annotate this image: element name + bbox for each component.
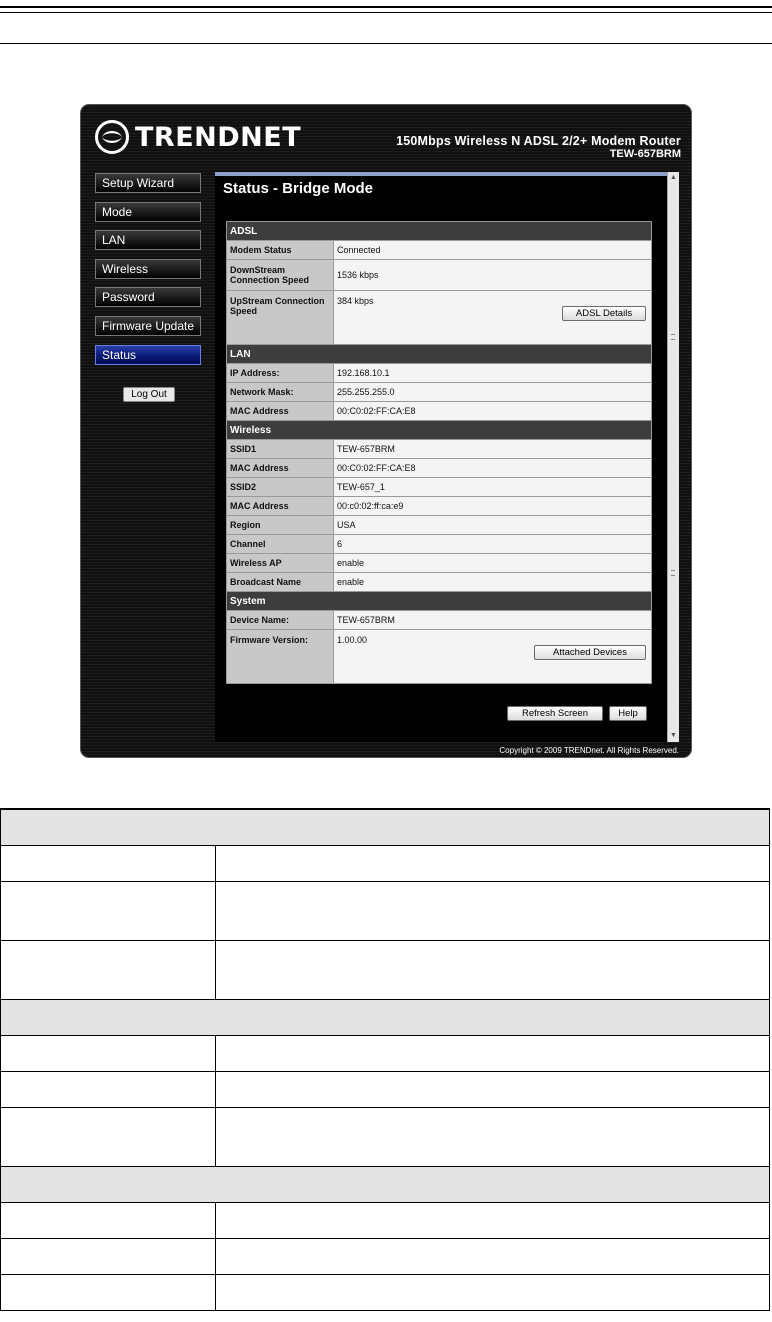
channel-value: 6: [334, 535, 652, 554]
broadcast-name-label: Broadcast Name: [227, 573, 334, 592]
content-panel: [215, 172, 667, 742]
section-title: System: [227, 592, 652, 611]
scroll-up-arrow-icon[interactable]: ▲: [670, 174, 677, 181]
table-cell: [216, 941, 770, 1000]
table-row: [1, 1167, 770, 1203]
upstream-cell: [334, 291, 652, 345]
table-row: [227, 440, 652, 459]
sidebar-item-firmware-update[interactable]: Firmware Update: [95, 316, 201, 336]
action-buttons: [507, 706, 647, 721]
section-title: ADSL: [227, 222, 652, 241]
lan-mac-value: 00:C0:02:FF:CA:E8: [334, 402, 652, 421]
product-info: [396, 134, 681, 160]
firmware-version-label: Firmware Version:: [227, 630, 334, 684]
page-title: Status - Bridge Mode: [223, 180, 374, 197]
header: [81, 105, 692, 171]
table-cell: [216, 1239, 770, 1275]
table-row: [227, 459, 652, 478]
table-row: [227, 573, 652, 592]
modem-status-value: Connected: [334, 241, 652, 260]
wireless-ap-label: Wireless AP: [227, 554, 334, 573]
ssid2-label: SSID2: [227, 478, 334, 497]
channel-label: Channel: [227, 535, 334, 554]
table-cell: [216, 1275, 770, 1311]
table-row: [227, 478, 652, 497]
sidebar-item-mode[interactable]: Mode: [95, 202, 201, 222]
table-cell: [1, 1036, 216, 1072]
adsl-details-button[interactable]: ADSL Details: [562, 306, 646, 321]
table-cell: [216, 1036, 770, 1072]
table-row: [1, 1072, 770, 1108]
section-rule: [0, 43, 772, 44]
table-cell: [1, 1275, 216, 1311]
table-row: [1, 1239, 770, 1275]
ssid1-label: SSID1: [227, 440, 334, 459]
table-row: [227, 241, 652, 260]
table-row: [1, 1036, 770, 1072]
logout-button[interactable]: Log Out: [123, 387, 175, 402]
table-cell: [1, 1203, 216, 1239]
upstream-value: 384 kbps: [337, 296, 374, 306]
network-mask-value: 255.255.255.0: [334, 383, 652, 402]
upstream-label: UpStream Connection Speed: [227, 291, 334, 345]
ssid1-value: TEW-657BRM: [334, 440, 652, 459]
attached-devices-button[interactable]: Attached Devices: [534, 645, 646, 660]
table-cell: [216, 1072, 770, 1108]
wireless-mac2-value: 00:c0:02:ff:ca:e9: [334, 497, 652, 516]
table-row: [227, 260, 652, 291]
help-button[interactable]: Help: [609, 706, 647, 721]
ip-address-value: 192.168.10.1: [334, 364, 652, 383]
firmware-version-value: 1.00.00: [337, 635, 368, 645]
scroll-grip-icon: [671, 334, 675, 340]
table-cell: [1, 941, 216, 1000]
table-row: [1, 941, 770, 1000]
table-cell: [1, 846, 216, 882]
sidebar-item-password[interactable]: Password: [95, 287, 201, 307]
table-cell: [1, 1000, 770, 1036]
copyright: Copyright © 2009 TRENDnet. All Rights Reserved.: [499, 746, 679, 755]
table-cell: [216, 882, 770, 941]
table-cell: [1, 882, 216, 941]
table-cell: [1, 1167, 770, 1203]
refresh-screen-button[interactable]: Refresh Screen: [507, 706, 603, 721]
table-row: [227, 402, 652, 421]
table-row: [227, 611, 652, 630]
table-row: [1, 809, 770, 846]
broadcast-name-value: enable: [334, 573, 652, 592]
wireless-mac2-label: MAC Address: [227, 497, 334, 516]
trendnet-logo-icon: [95, 120, 129, 154]
table-cell: [216, 1108, 770, 1167]
table-cell: [216, 846, 770, 882]
table-row: [227, 291, 652, 345]
table-row: [227, 383, 652, 402]
section-title: Wireless: [227, 421, 652, 440]
section-header-system: [227, 592, 652, 611]
network-mask-label: Network Mask:: [227, 383, 334, 402]
downstream-label: DownStream Connection Speed: [227, 260, 334, 291]
scroll-grip-icon: [671, 570, 675, 576]
description-table: [0, 808, 770, 1311]
section-header-lan: [227, 345, 652, 364]
device-name-value: TEW-657BRM: [334, 611, 652, 630]
wireless-mac1-value: 00:C0:02:FF:CA:E8: [334, 459, 652, 478]
table-cell: [1, 1072, 216, 1108]
table-row: [227, 364, 652, 383]
region-value: USA: [334, 516, 652, 535]
product-model: TEW-657BRM: [609, 148, 681, 160]
table-cell: [1, 1239, 216, 1275]
table-row: [1, 846, 770, 882]
ip-address-label: IP Address:: [227, 364, 334, 383]
section-title: LAN: [227, 345, 652, 364]
product-name: 150Mbps Wireless N ADSL 2/2+ Modem Router: [396, 134, 681, 148]
logo-text: TRENDNET: [135, 121, 302, 153]
table-row: [1, 882, 770, 941]
downstream-value: 1536 kbps: [334, 260, 652, 291]
firmware-cell: [334, 630, 652, 684]
table-row: [1, 1000, 770, 1036]
sidebar-item-status[interactable]: Status: [95, 345, 201, 365]
table-cell: [216, 1203, 770, 1239]
section-header-adsl: [227, 222, 652, 241]
table-row: [1, 1203, 770, 1239]
status-table: [226, 221, 652, 684]
table-row: [227, 554, 652, 573]
table-row: [227, 535, 652, 554]
modem-status-label: Modem Status: [227, 241, 334, 260]
sidebar-item-wireless[interactable]: Wireless: [95, 259, 201, 279]
router-window: [80, 104, 692, 758]
trendnet-logo: [95, 119, 301, 155]
table-row: [1, 1108, 770, 1167]
sidebar-item-lan[interactable]: LAN: [95, 230, 201, 250]
sidebar-item-setup-wizard[interactable]: Setup Wizard: [95, 173, 201, 193]
table-row: [227, 516, 652, 535]
table-cell: [1, 809, 770, 846]
sidebar: [95, 173, 207, 373]
device-name-label: Device Name:: [227, 611, 334, 630]
table-row: [227, 497, 652, 516]
table-cell: [1, 1108, 216, 1167]
section-header-wireless: [227, 421, 652, 440]
top-rule-thick: [0, 6, 772, 8]
wireless-mac1-label: MAC Address: [227, 459, 334, 478]
table-row: [227, 630, 652, 684]
vertical-scrollbar[interactable]: [667, 172, 679, 742]
region-label: Region: [227, 516, 334, 535]
scroll-down-arrow-icon[interactable]: ▼: [670, 732, 677, 739]
wireless-ap-value: enable: [334, 554, 652, 573]
lan-mac-label: MAC Address: [227, 402, 334, 421]
top-rule-thin: [0, 12, 772, 13]
ssid2-value: TEW-657_1: [334, 478, 652, 497]
table-row: [1, 1275, 770, 1311]
